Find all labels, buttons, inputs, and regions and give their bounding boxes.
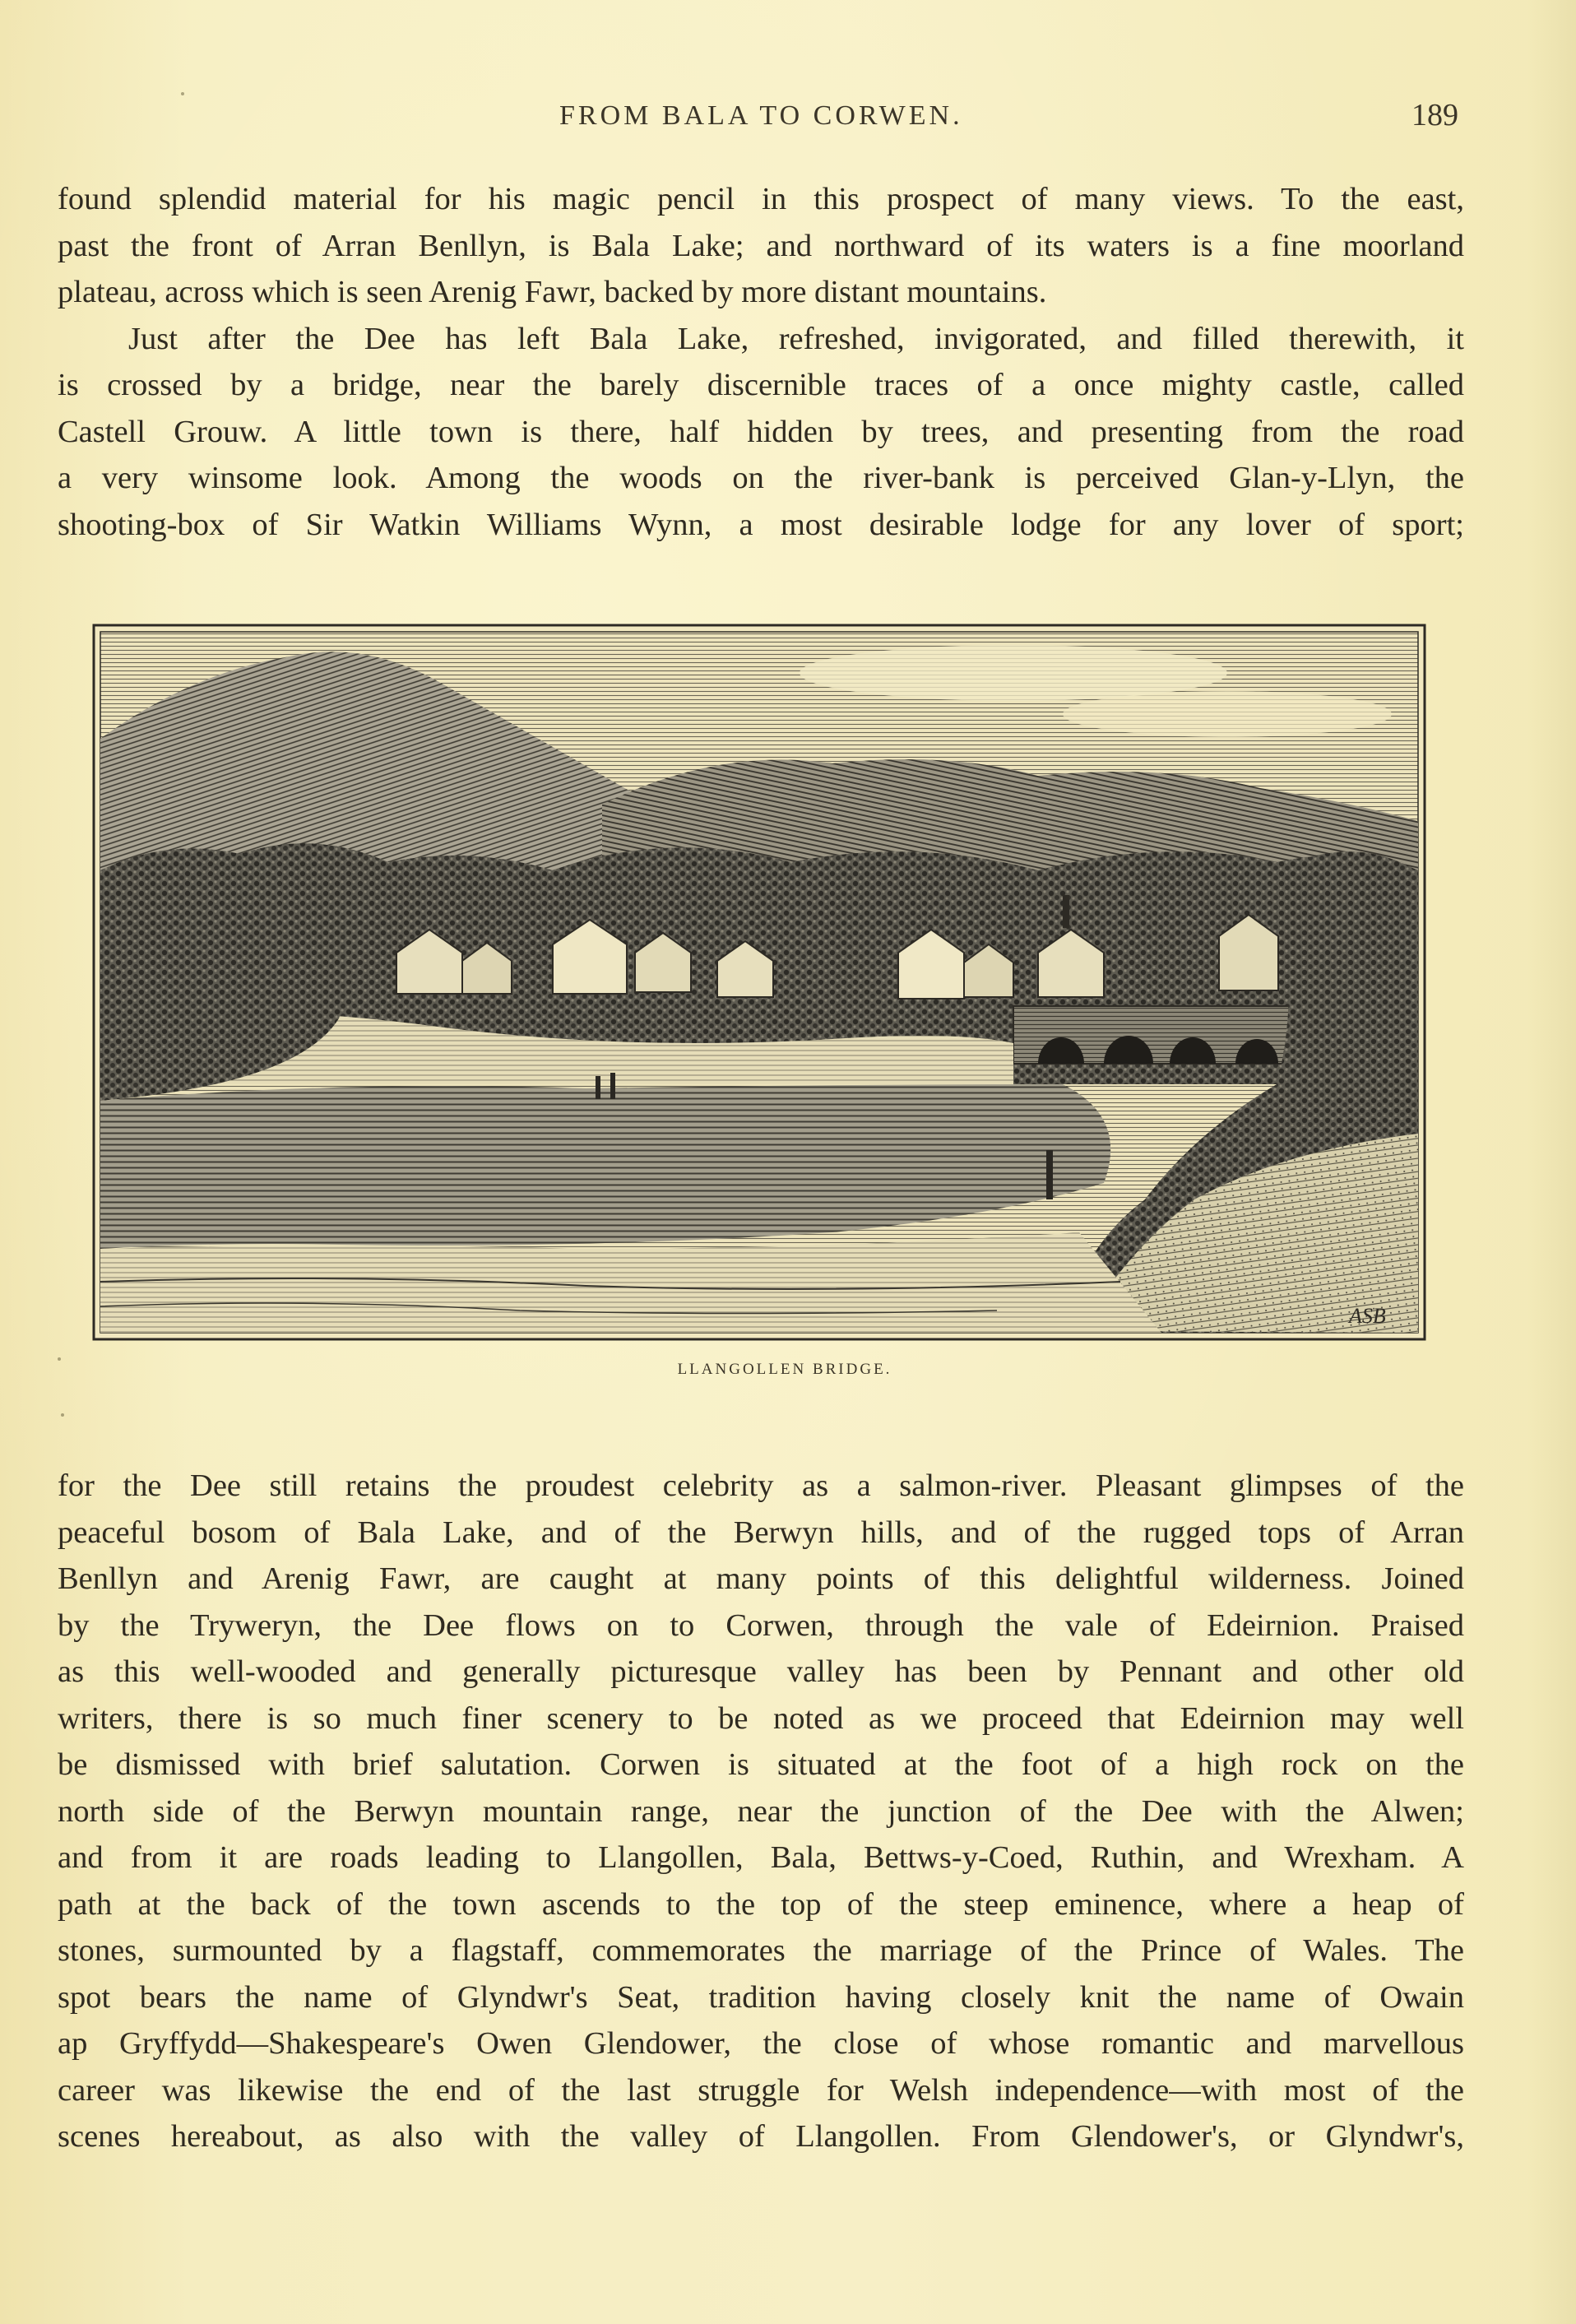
text-line: Just after the Dee has left Bala Lake, refreshed, invigorated, and filled therewith, it [128, 321, 1464, 356]
paper-speck [58, 1357, 61, 1361]
text-line: ap Gryffydd—Shakespeare's Owen Glendower, the close of whose romantic and marvellous [58, 2026, 1464, 2061]
text-line: a very winsome look. Among the woods on the river-bank is perceived Glan-y-Llyn, the [58, 461, 1464, 495]
text-line: north side of the Berwyn mountain range, near the junction of the Dee with the Alwen; [58, 1793, 1464, 1829]
text-line: as this well-wooded and generally picturesque valley has been by Pennant and other old [58, 1654, 1464, 1689]
text-line: stones, surmounted by a flagstaff, commemorates the marriage of the Prince of Wales. The [58, 1933, 1464, 1968]
figure-caption [0, 1361, 1576, 1379]
engraving-figure [92, 624, 1426, 1341]
text-line: spot bears the name of Glyndwr's Seat, tradition having closely knit the name of Owain [58, 1979, 1464, 2015]
text-line: shooting-box of Sir Watkin Williams Wynn, a most desirable lodge for any lover of sport; [58, 507, 1464, 542]
caption-text: LLANGOLLEN BRIDGE. [677, 1361, 892, 1378]
text-line: Castell Grouw. A little town is there, half hidden by trees, and presenting from the road [58, 414, 1464, 449]
text-line: is crossed by a bridge, near the barely discernible traces of a once mighty castle, called [58, 368, 1464, 402]
paper-speck [61, 1413, 64, 1417]
text-line: for the Dee still retains the proudest celebrity as a salmon-river. Pleasant glimpses of the [58, 1468, 1464, 1503]
paragraph-2 [58, 316, 1464, 549]
llangollen-bridge-engraving [92, 624, 1426, 1341]
text-line: plateau, across which is seen Arenig Fawr, backed by more distant mountains. [58, 275, 1047, 309]
page-number: 189 [1411, 98, 1458, 132]
running-head: FROM BALA TO CORWEN. [559, 100, 963, 131]
paper-speck [181, 92, 184, 95]
bridge [1013, 1006, 1309, 1064]
top-text-block [58, 176, 1464, 548]
text-line: path at the back of the town ascends to the top of the steep eminence, where a heap of [58, 1886, 1464, 1922]
engraver-mark: ASB [1349, 1304, 1386, 1328]
paragraph-1 [58, 176, 1464, 316]
text-line: past the front of Arran Benllyn, is Bala Lake; and northward of its waters is a fine moorland [58, 228, 1464, 263]
text-line: scenes hereabout, as also with the valley of Llangollen. From Glendower's, or Glyndwr's, [58, 2119, 1464, 2154]
bottom-text-block [58, 1463, 1464, 2160]
text-line: be dismissed with brief salutation. Corwen is situated at the foot of a high rock on the [58, 1747, 1464, 1782]
text-line: career was likewise the end of the last struggle for Welsh independence—with most of the [58, 2072, 1464, 2108]
text-line: by the Tryweryn, the Dee flows on to Corwen, through the vale of Edeirnion. Praised [58, 1607, 1464, 1643]
text-line: writers, there is so much finer scenery to be noted as we proceed that Edeirnion may well [58, 1700, 1464, 1736]
text-line: peaceful bosom of Bala Lake, and of the Berwyn hills, and of the rugged tops of Arran [58, 1515, 1464, 1550]
paragraph-3 [58, 1463, 1464, 2160]
text-line: found splendid material for his magic pencil in this prospect of many views. To the east, [58, 182, 1464, 216]
text-line: and from it are roads leading to Llangollen, Bala, Bettws-y-Coed, Ruthin, and Wrexham. A [58, 1840, 1464, 1875]
text-line: Benllyn and Arenig Fawr, are caught at many points of this delightful wilderness. Joined [58, 1561, 1464, 1596]
